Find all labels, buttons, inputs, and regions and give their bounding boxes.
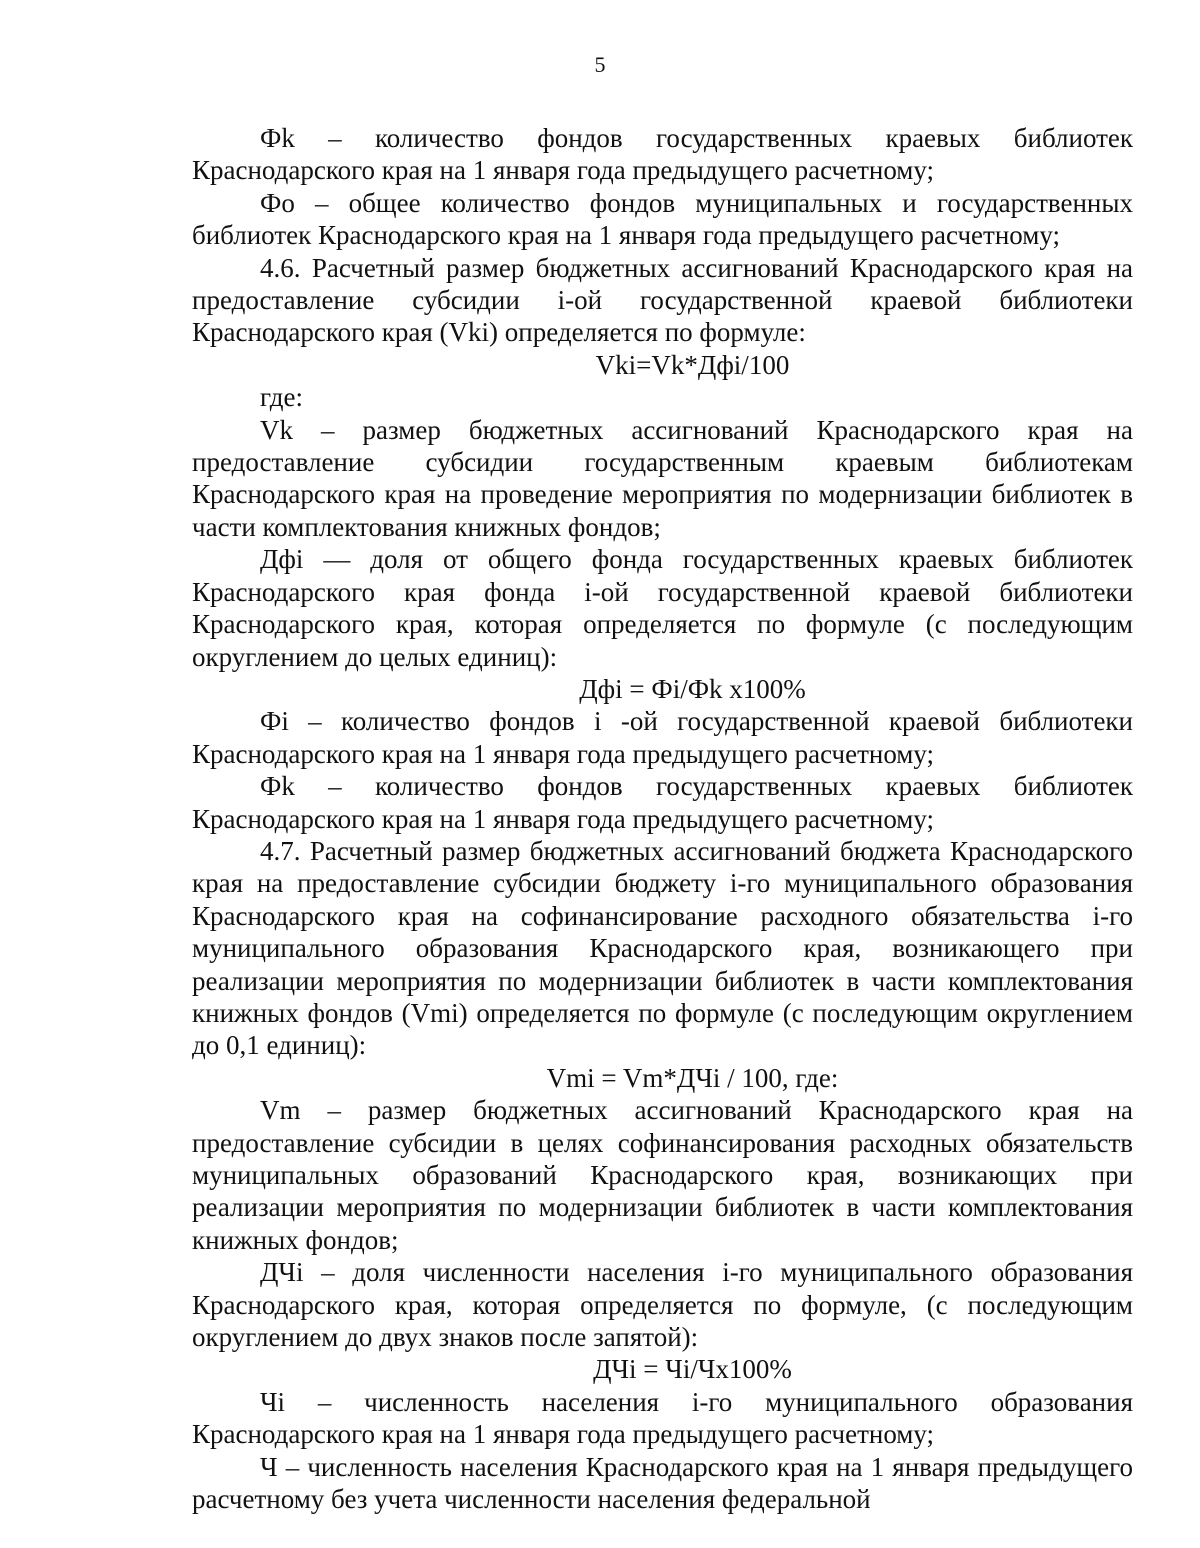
- paragraph-fi-definition: Фi – количество фондов i -ой государственной краевой библиотеки Краснодарского края на 1 января года предыдущего расчетному;: [192, 706, 1133, 769]
- paragraph-ch-definition: Ч – численность населения Краснодарского края на 1 января предыдущего расчетному без учета численности населения федеральной: [192, 1451, 1133, 1515]
- document-body: [192, 122, 1133, 1515]
- paragraph-fo-definition: Фо – общее количество фондов муниципальных и государственных библиотек Краснодарского края на 1 января года предыдущего расчетному;: [192, 187, 1133, 251]
- paragraph-4-7: 4.7. Расчетный размер бюджетных ассигнований бюджета Краснодарского края на предоставление субсидии бюджету i-го муниципального образования Краснодарского края на софинансирование расходного обязательства i-го муниципального образования Краснодарского края, возникающего при реализации мероприятия по модернизации библиотек в части комплектования книжных фондов (Vmi) определяется по формуле (с последующим округлением до 0,1 единиц):: [192, 835, 1133, 1061]
- paragraph-dchi-definition: ДЧi – доля численности населения i-го муниципального образования Краснодарского края, которая определяется по формуле, (с последующим округлением до двух знаков после запятой):: [192, 1257, 1133, 1353]
- paragraph-fk-definition: Фk – количество фондов государственных краевых библиотек Краснодарского края на 1 января года предыдущего расчетному;: [192, 123, 1133, 186]
- paragraph-chi-definition: Чi – численность населения i-го муниципального образования Краснодарского края на 1 января года предыдущего расчетному;: [192, 1386, 1133, 1450]
- page-number: 5: [594, 52, 606, 77]
- formula-dfi: Дфi = Фi/Фk x100%: [579, 673, 806, 704]
- paragraph-where: где:: [260, 382, 303, 413]
- formula-vmi: Vmi = Vm*ДЧi / 100, где:: [546, 1062, 839, 1093]
- paragraph-dfi-definition: Дфi — доля от общего фонда государственных краевых библиотек Краснодарского края фонда i-ой государственной краевой библиотеки Краснодарского края, которая определяется по формуле (с последующим округлением до целых единиц):: [192, 544, 1133, 672]
- formula-vki: Vki=Vk*Дфi/100: [595, 349, 790, 380]
- formula-dchi: ДЧi = Чi/Чx100%: [593, 1354, 792, 1385]
- paragraph-vm-definition: Vm – размер бюджетных ассигнований Краснодарского края на предоставление субсидии в целях софинансирования расходных обязательств муниципальных образований Краснодарского края, возникающих при реализации мероприятия по модернизации библиотек в части комплектования книжных фондов;: [192, 1095, 1133, 1255]
- paragraph-fk-definition-2: Фk – количество фондов государственных краевых библиотек Краснодарского края на 1 января года предыдущего расчетному;: [192, 771, 1133, 834]
- paragraph-vk-definition: Vk – размер бюджетных ассигнований Краснодарского края на предоставление субсидии государственным краевым библиотекам Краснодарского края на проведение мероприятия по модернизации библиотек в части комплектования книжных фондов;: [192, 414, 1133, 542]
- paragraph-4-6: 4.6. Расчетный размер бюджетных ассигнований Краснодарского края на предоставление субсидии i-ой государственной краевой библиотеки Краснодарского края (Vki) определяется по формуле:: [192, 252, 1133, 348]
